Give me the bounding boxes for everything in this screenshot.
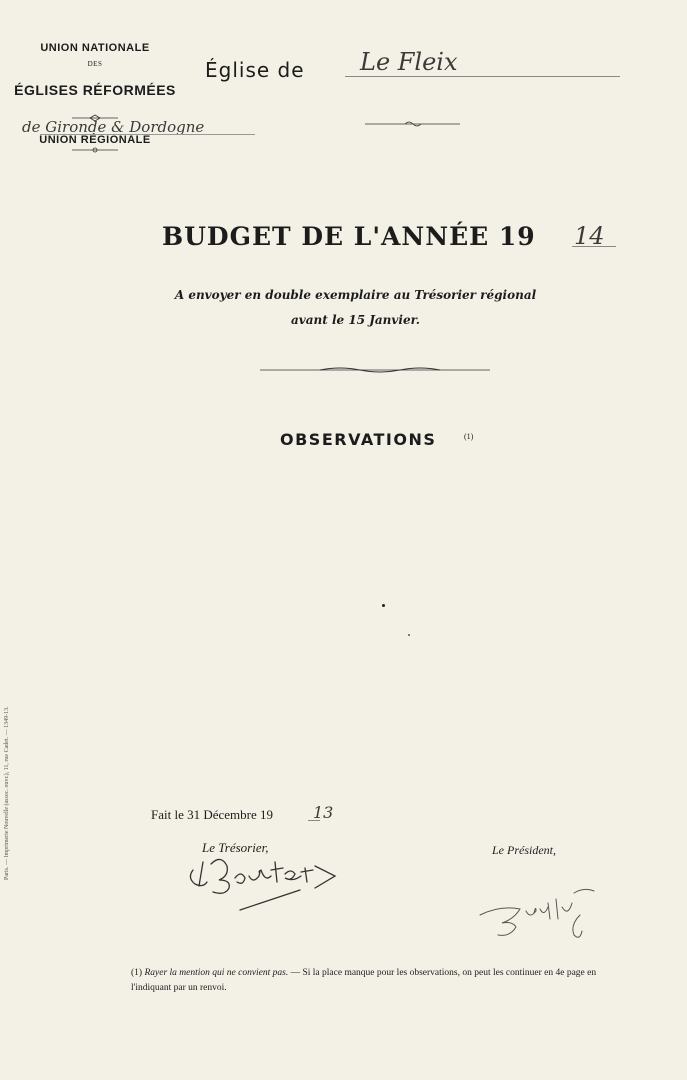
union-nationale-label: UNION NATIONALE (40, 42, 150, 54)
eglise-name-handwritten: Le Fleix (360, 48, 458, 76)
footnote (131, 966, 631, 996)
region-handwritten: de Gironde & Dordogne (22, 118, 205, 136)
instruction-line-1: A envoyer en double exemplaire au Trésorier régional (174, 288, 537, 302)
fait-year-handwritten: 13 (313, 803, 334, 822)
footnote-ref: (1) (131, 968, 143, 978)
union-regionale-label: UNION RÉGIONALE (39, 134, 151, 146)
president-label: Le Président, (492, 843, 556, 857)
eglise-underline (345, 76, 620, 77)
president-signature (470, 885, 610, 955)
tresorier-signature (185, 850, 365, 925)
budget-title: BUDGET DE L'ANNÉE 19 (162, 222, 536, 251)
footnote-italic: Rayer la mention qui ne convient pas. (144, 968, 289, 978)
fait-le-date: Fait le 31 Décembre 19 (151, 807, 274, 822)
ink-spot (408, 634, 410, 636)
printer-imprint-text: Paris. — Imprimerie Nouvelle (assoc. ouvr.), 11, rue Cadet. — 1349-13. (4, 706, 10, 880)
ink-spot (382, 604, 385, 607)
year-underline (572, 246, 616, 247)
ornament-divider-icon (365, 120, 460, 128)
des-label: DES (87, 60, 103, 68)
ornament-divider-icon (70, 146, 120, 154)
tresorier-label: Le Trésorier, (202, 840, 269, 855)
eglises-reformees-label: ÉGLISES RÉFORMÉES (14, 82, 176, 98)
instruction-line-2: avant le 15 Janvier. (291, 313, 420, 327)
ornament-divider-icon (260, 365, 490, 375)
printer-imprint (4, 630, 16, 880)
eglise-label: Église de (205, 58, 305, 82)
footnote-rest: — Si la place manque pour les observations, on peut les continuer en 4e page en l'indiquant par un renvoi. (131, 968, 597, 993)
observations-note-ref: (1) (464, 432, 474, 441)
fait-year-underline (308, 820, 320, 821)
budget-year-handwritten: 14 (574, 222, 605, 250)
region-underline (40, 134, 255, 135)
observations-heading: OBSERVATIONS (280, 430, 437, 449)
